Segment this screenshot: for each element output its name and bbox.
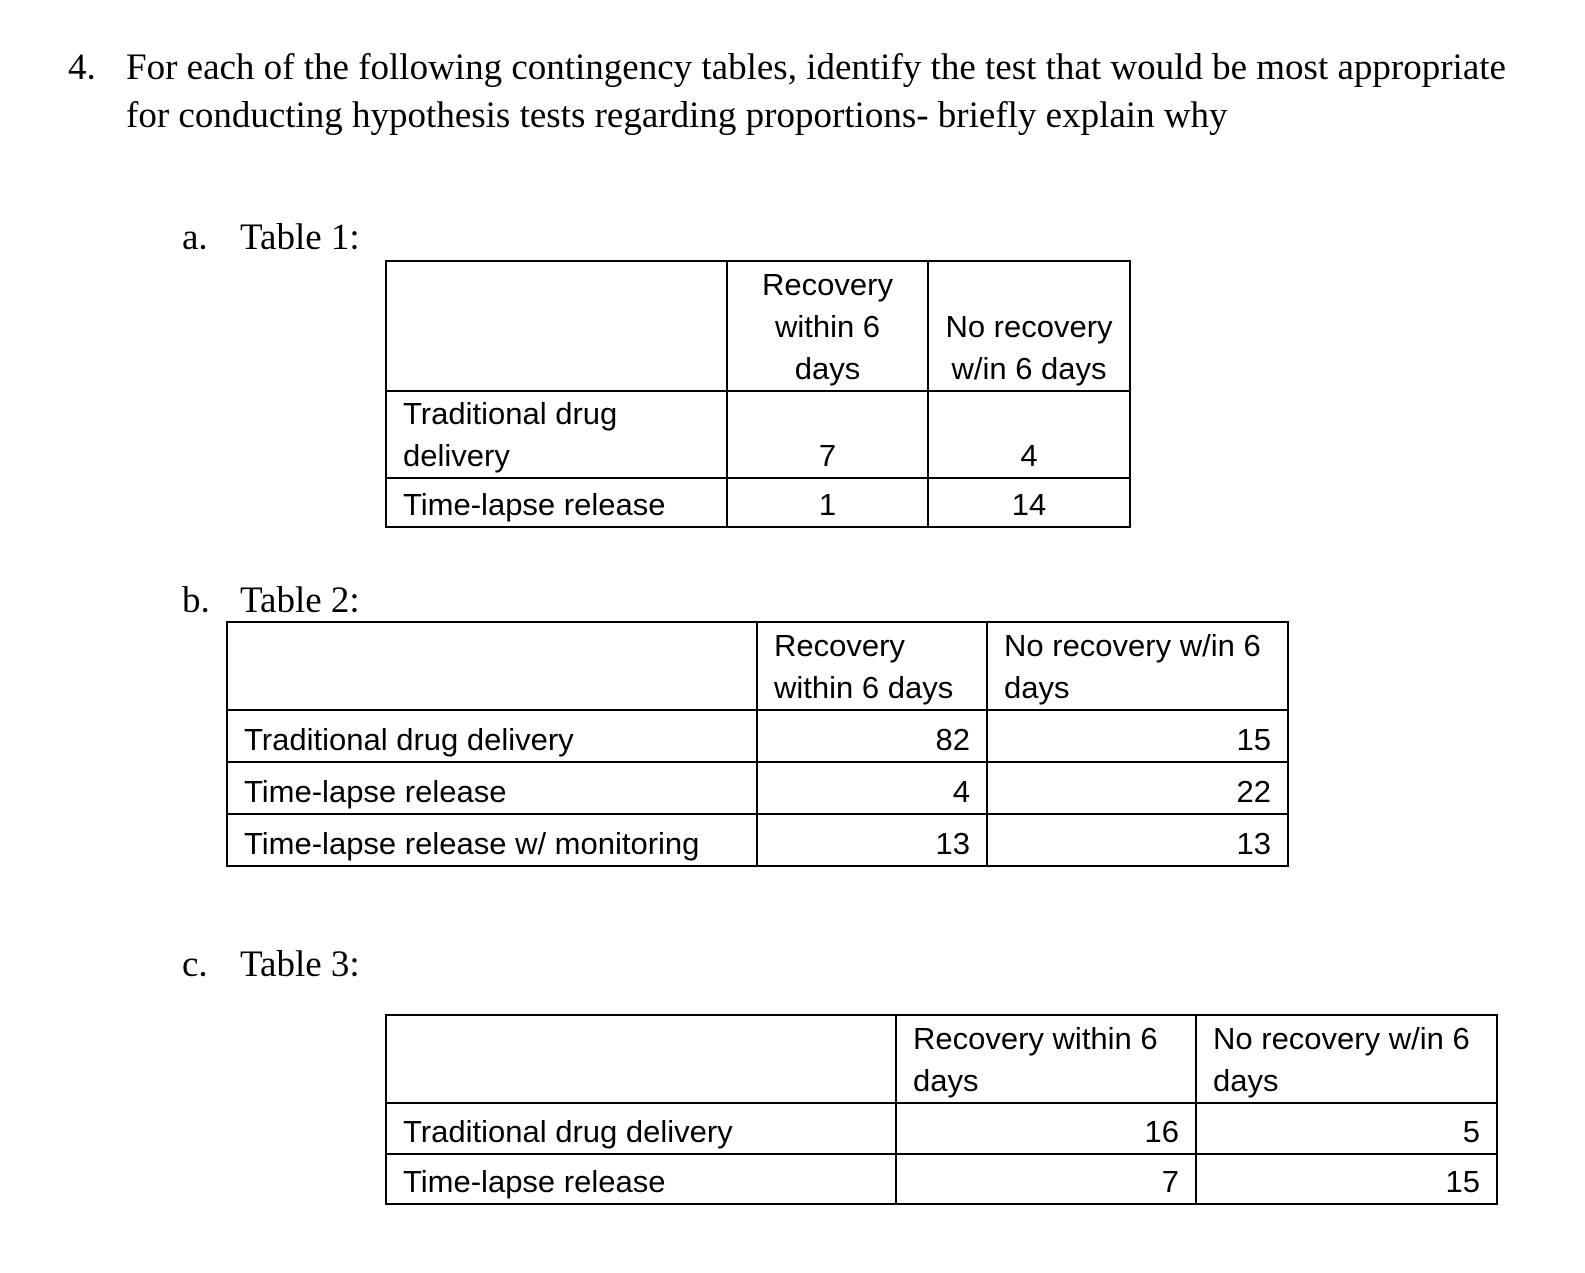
cell-no-recovery: 15	[1196, 1154, 1497, 1204]
table-title: Table 1:	[240, 217, 360, 258]
header-no-recovery: No recovery w/in 6 days	[928, 261, 1130, 391]
cell-no-recovery: 4	[928, 391, 1130, 478]
cell-recovery: 4	[757, 762, 987, 814]
row-label: Time-lapse release	[227, 762, 757, 814]
table-row	[227, 814, 1288, 866]
cell-no-recovery: 13	[987, 814, 1288, 866]
cell-no-recovery: 5	[1196, 1103, 1497, 1154]
table-header-row	[386, 261, 1130, 391]
header-recovery: Recovery within 6 days	[757, 622, 987, 710]
question-text: For each of the following contingency tables, identify the test that would be most appropriate for conducting hypothesis tests regarding proportions- briefly explain why	[126, 47, 1506, 136]
cell-no-recovery: 22	[987, 762, 1288, 814]
cell-no-recovery: 15	[987, 710, 1288, 762]
row-label: Traditional drug delivery	[227, 710, 757, 762]
row-label: Time-lapse release	[386, 1154, 896, 1204]
table-3	[385, 1014, 1498, 1205]
cell-recovery: 1	[727, 478, 928, 527]
table-1	[385, 260, 1131, 528]
cell-recovery: 7	[727, 391, 928, 478]
part-letter: c.	[182, 944, 208, 985]
table-2	[226, 621, 1289, 867]
question-number: 4.	[68, 47, 96, 88]
part-letter: b.	[182, 580, 210, 621]
cell-recovery: 13	[757, 814, 987, 866]
header-recovery: Recovery within 6 days	[727, 261, 928, 391]
table-row	[386, 391, 1130, 478]
cell-recovery: 7	[896, 1154, 1196, 1204]
header-no-recovery: No recovery w/in 6 days	[987, 622, 1288, 710]
table-header-row	[386, 1015, 1497, 1103]
table-row	[227, 762, 1288, 814]
row-label: Time-lapse release	[386, 478, 727, 527]
table-header-row	[227, 622, 1288, 710]
table-row	[386, 478, 1130, 527]
table-title: Table 3:	[240, 944, 360, 985]
cell-recovery: 16	[896, 1103, 1196, 1154]
part-letter: a.	[182, 217, 208, 258]
row-label: Time-lapse release w/ monitoring	[227, 814, 757, 866]
header-recovery: Recovery within 6 days	[896, 1015, 1196, 1103]
table-row	[386, 1103, 1497, 1154]
table-title: Table 2:	[240, 580, 360, 621]
header-empty	[227, 622, 757, 710]
cell-recovery: 82	[757, 710, 987, 762]
header-empty	[386, 1015, 896, 1103]
row-label: Traditional drug delivery	[386, 391, 727, 478]
cell-no-recovery: 14	[928, 478, 1130, 527]
table-row	[227, 710, 1288, 762]
header-no-recovery: No recovery w/in 6 days	[1196, 1015, 1497, 1103]
header-empty	[386, 261, 727, 391]
table-row	[386, 1154, 1497, 1204]
row-label: Traditional drug delivery	[386, 1103, 896, 1154]
